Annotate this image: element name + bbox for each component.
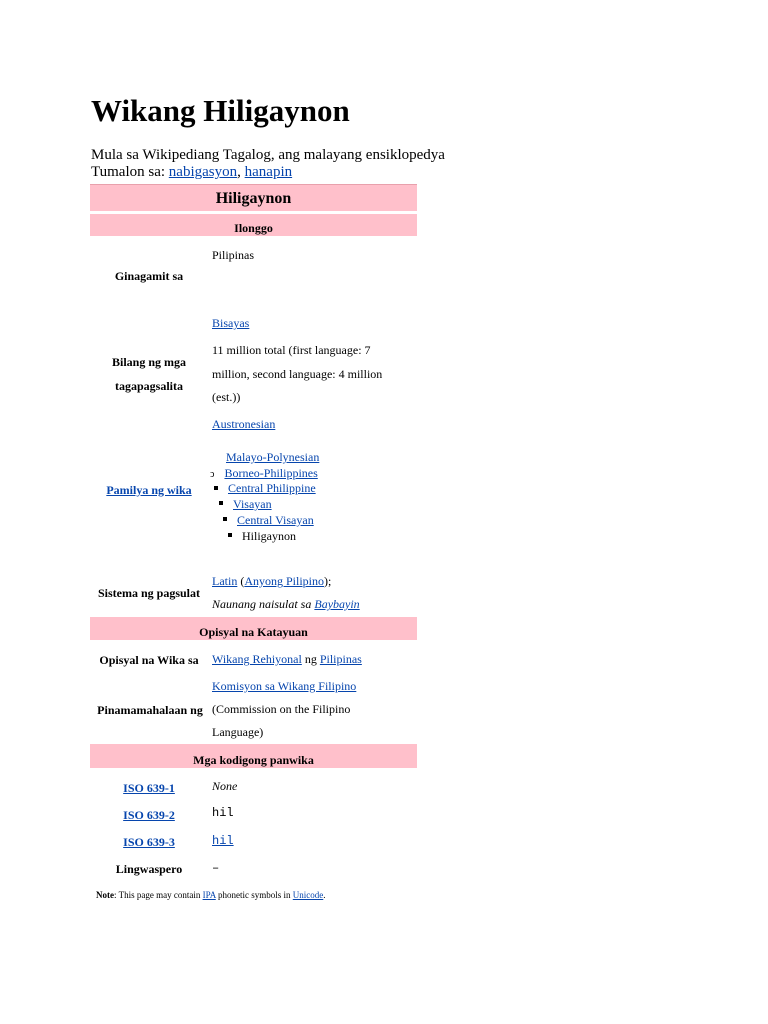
note-text3: . [323,890,326,900]
tree-node-hiligaynon: Hiligaynon [242,528,296,543]
pilipinas-link[interactable]: Pilipinas [319,652,362,666]
bilang-value-line1: 11 million total (first language: 7 [212,343,371,357]
komisyon-link[interactable]: Komisyon sa Wikang Filipino [212,679,357,693]
ginagamit-label: Ginagamit sa [114,269,184,283]
bisayas-link[interactable]: Bisayas [212,316,250,330]
bilang-value-line3: (est.)) [212,390,241,404]
lingwaspero-value: – [212,861,220,875]
note-bold: Note [96,890,114,900]
jump-links [91,164,292,181]
tree-node-malayo-polynesian[interactable]: Malayo-Polynesian [226,450,320,464]
sistema-value-line2 [212,593,417,616]
tree-node-visayan[interactable]: Visayan [233,497,272,512]
pinamamahalaan-label: Pinamamahalaan ng [97,703,203,717]
iso-639-1-value: None [212,779,238,793]
unicode-link[interactable]: Unicode [292,890,324,900]
pinamamahalaan-line3: Language) [212,725,264,739]
iso-639-3-link[interactable]: ISO 639-3 [123,835,175,849]
katayuan-heading: Opisyal na Katayuan [90,617,417,640]
sistema-value-line1 [212,570,417,593]
sistema-label: Sistema ng pagsulat [97,586,201,600]
square-bullet-icon [223,517,227,521]
pinamamahalaan-line2: (Commission on the Filipino [212,702,351,716]
sistema-line2-prefix: Naunang naisulat sa [212,597,315,611]
square-bullet-icon [214,486,218,490]
jump-navigation-link[interactable]: nabigasyon [168,164,238,180]
jump-prefix: Tumalon sa: [91,164,169,180]
bilang-value-line2: million, second language: 4 million [212,367,383,381]
pamilya-label-link[interactable]: Pamilya ng wika [106,483,192,497]
iso-639-1-link[interactable]: ISO 639-1 [123,781,175,795]
opisyal-label: Opisyal na Wika sa [99,653,199,667]
tree-node-borneo-philippines[interactable]: Borneo-Philippines [224,465,318,480]
bilang-label-line2: tagapagsalita [114,379,183,393]
baybayin-link[interactable]: Baybayin [314,597,360,611]
austronesian-link[interactable]: Austronesian [212,417,276,431]
site-subtitle: Mula sa Wikipediang Tagalog, ang malayang ensiklopedya [91,147,445,163]
tree-node-central-philippine[interactable]: Central Philippine [228,481,316,496]
jump-separator: , [237,164,245,180]
iso-639-2-value: hil [212,806,234,820]
hollow-bullet-icon: ↄ [210,468,215,480]
note-text2: phonetic symbols in [215,890,293,900]
paren-close: ); [324,574,332,588]
lingwaspero-label: Lingwaspero [115,862,183,876]
jump-search-link[interactable]: hanapin [244,164,293,180]
iso-639-2-link[interactable]: ISO 639-2 [123,808,175,822]
square-bullet-icon [219,501,223,505]
language-family-tree [208,450,418,550]
ginagamit-value: Pilipinas [212,248,255,262]
opisyal-mid-text: ng [301,652,320,666]
page-title: Wikang Hiligaynon [91,93,350,128]
kodigo-heading: Mga kodigong panwika [90,744,417,768]
bilang-label-line1: Bilang ng mga [111,355,186,369]
infobox-heading: Hiligaynon [90,184,417,211]
wikang-rehiyonal-link[interactable]: Wikang Rehiyonal [212,652,302,666]
note-text1: : This page may contain [114,890,203,900]
paren-open: ( [237,574,245,588]
infobox-subheading: Ilonggo [90,214,417,236]
opisyal-value [212,648,417,671]
tree-node-central-visayan[interactable]: Central Visayan [237,512,314,527]
ipa-link[interactable]: IPA [202,890,216,900]
iso-639-3-value-link[interactable]: hil [212,834,234,848]
latin-link[interactable]: Latin [212,574,238,588]
square-bullet-icon [228,533,232,537]
unicode-note [96,889,326,901]
anyong-pilipino-link[interactable]: Anyong Pilipino [244,574,325,588]
